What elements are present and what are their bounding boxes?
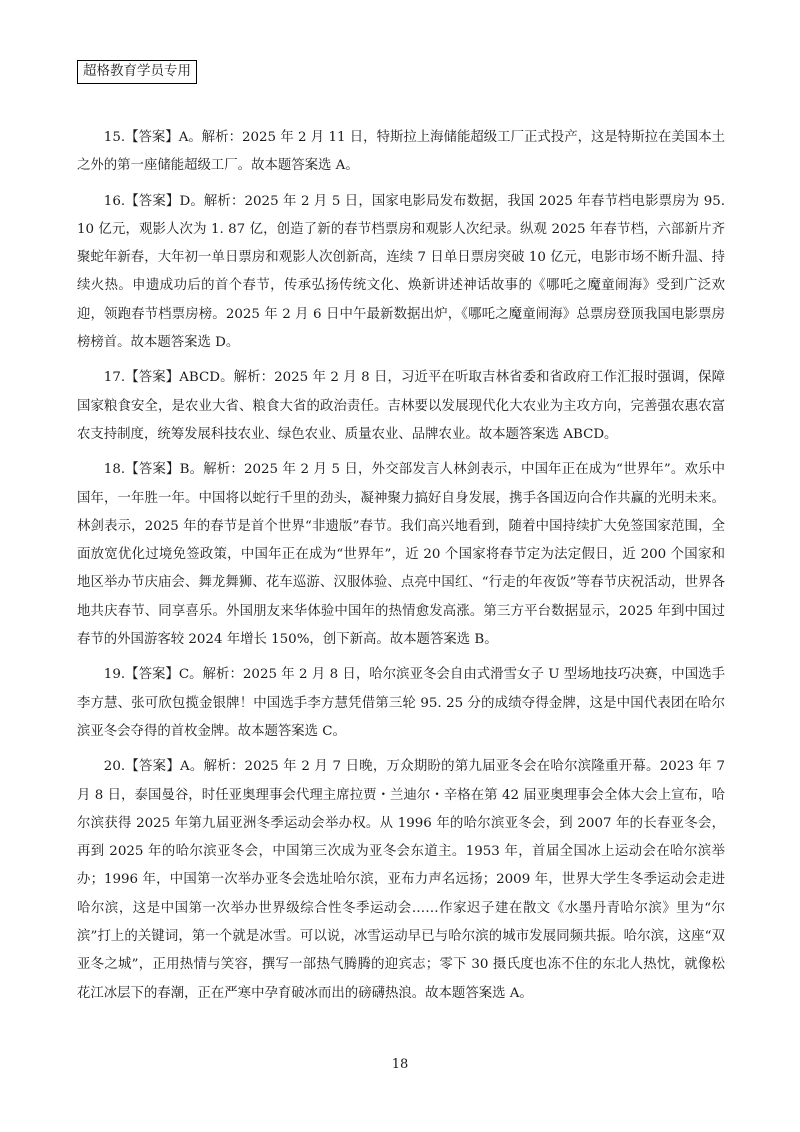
header-tag: 超格教育学员专用: [77, 60, 197, 84]
answer-paragraph-18: 18.【答案】B。解析：2025 年 2 月 5 日，外交部发言人林剑表示，中国年正在成为“世界年”。欢乐中国年，一年胜一年。中国将以蛇行千里的劲头，凝神聚力搞好自身发展，携手各国迈向合作共赢的光明未来。林剑表示，2025 年的春节是首个世界“非遗版”春节。我们高兴地看到，随着中国持续扩大免签国家范围，全面放宽优化过境免签政策，中国年正在成为“世界年”，近 20 个国家将春节定为法定假日，近 200 个国家和地区举办节庆庙会、舞龙舞狮、花车巡游、汉服体验、点亮中国红、“行走的年夜饭”等春节庆祝活动，世界各地共庆春节、同享喜乐。外国朋友来华体验中国年的热情愈发高涨。第三方平台数据显示，2025 年到中国过春节的外国游客较 2024 年增长 150%，创下新高。故本题答案选 B。: [77, 462, 725, 648]
page-number: 18: [391, 1057, 409, 1072]
answer-paragraph-15: 15.【答案】A。解析：2025 年 2 月 11 日，特斯拉上海储能超级工厂正式投产，这是特斯拉在美国本土之外的第一座储能超级工厂。故本题答案选 A。: [77, 130, 725, 174]
answer-paragraph-17: 17.【答案】ABCD。解析：2025 年 2 月 8 日，习近平在听取吉林省委和省政府工作汇报时强调，保障国家粮食安全，是农业大省、粮食大省的政治责任。吉林要以发展现代化大农业为主攻方向，完善强农惠农富农支持制度，统筹发展科技农业、绿色农业、质量农业、品牌农业。故本题答案选 ABCD。: [77, 370, 725, 442]
answer-paragraph-20: 20.【答案】A。解析：2025 年 2 月 7 日晚，万众期盼的第九届亚冬会在哈尔滨隆重开幕。2023 年 7 月 8 日，泰国曼谷，时任亚奥理事会代理主席拉贾・兰迪尔・辛格在第 42 届亚奥理事会全体大会上宣布，哈尔滨获得 2025 年第九届亚洲冬季运动会举办权。从 1996 年的哈尔滨亚冬会，到 2007 年的长春亚冬会，再到 2025 年的哈尔滨亚冬会，中国第三次成为亚冬会东道主。1953 年，首届全国冰上运动会在哈尔滨举办；1996 年，中国第一次举办亚冬会选址哈尔滨，亚布力声名远扬；2009 年，世界大学生冬季运动会走进哈尔滨，这是中国第一次举办世界级综合性冬季运动会……作家迟子建在散文《水墨丹青哈尔滨》里为“尔滨”打上的关键词，第一个就是冰雪。可以说，冰雪运动早已与哈尔滨的城市发展同频共振。哈尔滨，这座“双亚冬之城”，正用热情与笑容，撰写一部热气腾腾的迎宾志；零下 30 摄氏度也冻不住的东北人热忱，就像松花江冰层下的春潮，正在严寒中孕育破冰而出的磅礴热浪。故本题答案选 A。: [77, 759, 725, 1001]
answer-paragraph-19: 19.【答案】C。解析：2025 年 2 月 8 日，哈尔滨亚冬会自由式滑雪女子 U 型场地技巧决赛，中国选手李方慧、张可欣包揽金银牌！中国选手李方慧凭借第三轮 95. 25 分的成绩夺得金牌，这是中国代表团在哈尔滨亚冬会夺得的首枚金牌。故本题答案选 C。: [77, 667, 725, 739]
answer-explanations: [77, 124, 725, 1015]
answer-paragraph-16: 16.【答案】D。解析：2025 年 2 月 5 日，国家电影局发布数据，我国 2025 年春节档电影票房为 95. 10 亿元，观影人次为 1. 87 亿，创造了新的春节档票房和观影人次纪录。纵观 2025 年春节档，六部新片齐聚蛇年新春，大年初一单日票房和观影人次创新高，连续 7 日单日票房突破 10 亿元，电影市场不断升温、持续火热。申遗成功后的首个春节，传承弘扬传统文化、焕新讲述神话故事的《哪吒之魔童闹海》受到广泛欢迎，领跑春节档票房榜。2025 年 2 月 6 日中午最新数据出炉，《哪吒之魔童闹海》总票房登顶我国电影票房榜榜首。故本题答案选 D。: [77, 193, 725, 351]
